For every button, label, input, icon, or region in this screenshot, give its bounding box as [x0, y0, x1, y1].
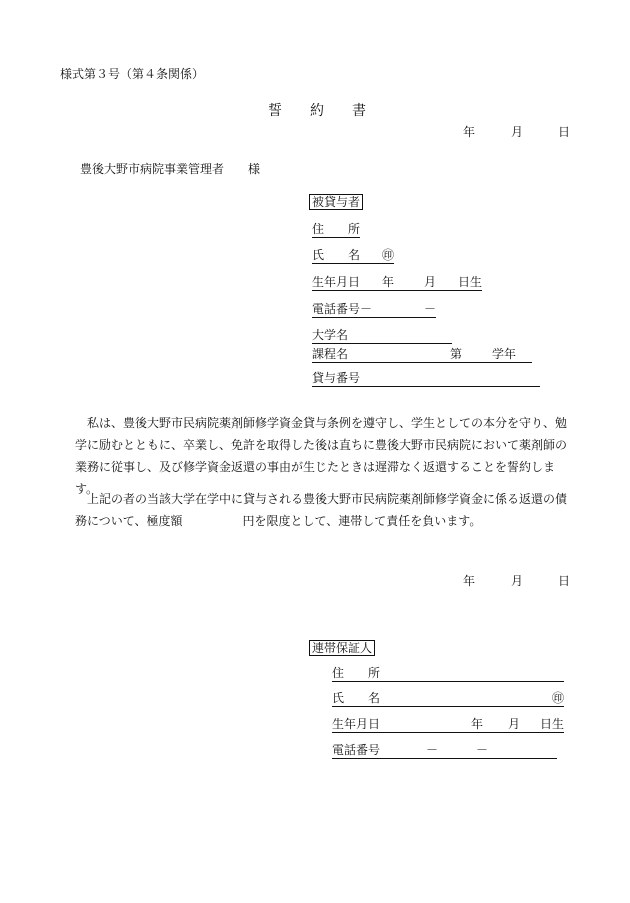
guarantor-birth-label: 生年月日: [332, 717, 381, 731]
guarantor-birth-year: 年: [471, 717, 484, 731]
form-id: 様式第３号（第４条関係）: [60, 67, 205, 81]
borrower-course-line: [312, 348, 532, 363]
guarantor-paragraph: [75, 488, 575, 532]
guarantor-paragraph-part1: 上記の者の当該大学在学中に貸与される豊後大野市民病院薬剤師修学資金に係る返還の債務について、極度額: [75, 492, 568, 528]
borrower-address-label: 住 所: [312, 222, 361, 236]
borrower-loan-number: [312, 372, 540, 387]
borrower-phone: [312, 303, 436, 318]
addressee: 豊後大野市病院事業管理者 様: [80, 162, 261, 176]
page-title: 誓 約 書: [268, 103, 366, 119]
borrower-seal: ㊞: [382, 248, 395, 262]
guarantor-phone-line: [332, 744, 557, 759]
borrower-phone-label: 電話番号: [312, 302, 361, 316]
borrower-heading: 被貸与者: [309, 194, 363, 210]
pledge-paragraph: 私は、豊後大野市民病院薬剤師修学資金貸与条例を遵守し、学生としての本分を守り、勉学に励むとともに、卒業し、免許を取得した後は直ちに豊後大野市民病院において薬剤師の業務に従事し、及び修学資金返還の事由が生じたときは遅滞なく返還することを誓約します。: [75, 416, 568, 496]
borrower-name-line: [312, 249, 394, 264]
guarantor-birth-day: 日生: [540, 717, 565, 731]
borrower-name: [312, 249, 394, 264]
guarantor-address-label: 住 所: [332, 667, 564, 682]
borrower-birth-label: 生年月日: [312, 275, 361, 289]
guarantor-seal: ㊞: [551, 691, 564, 705]
borrower-phone-sep2: －: [424, 302, 437, 316]
borrower-birth-line: [312, 276, 482, 291]
guarantor-phone: [332, 744, 557, 759]
guarantor-birth-month: 月: [508, 717, 521, 731]
guarantor-phone-sep2: －: [476, 743, 489, 757]
guarantor-name-line: [332, 692, 564, 707]
borrower-loan-number-label: 貸与番号: [312, 372, 540, 387]
guarantor-birthdate: [332, 718, 564, 733]
borrower-address: [312, 223, 360, 238]
guarantor-name-label: 氏 名: [332, 691, 381, 705]
date-month-top: 月: [511, 125, 524, 139]
borrower-birth-month: 月: [424, 275, 437, 289]
borrower-name-label: 氏 名: [312, 248, 361, 262]
date-year-top: 年: [463, 125, 476, 139]
date-month-bottom: 月: [511, 574, 524, 588]
guarantor-paragraph-part2: 円を限度として、連帯して責任を負います。: [242, 514, 482, 528]
guarantor-heading: 連帯保証人: [309, 640, 375, 656]
date-year-bottom: 年: [463, 574, 476, 588]
borrower-phone-sep1: －: [360, 302, 373, 316]
guarantor-birth-line: [332, 718, 564, 733]
guarantor-phone-label: 電話番号: [332, 743, 381, 757]
borrower-course-label: 課程名: [312, 347, 349, 361]
borrower-university: [312, 329, 452, 344]
guarantor-phone-sep1: －: [426, 743, 439, 757]
borrower-phone-line: [312, 303, 436, 318]
borrower-birth-day: 日生: [458, 275, 483, 289]
borrower-course-ordinal: 第: [450, 347, 463, 361]
guarantor-name: [332, 692, 564, 707]
guarantor-address: [332, 667, 564, 682]
borrower-birth-year: 年: [382, 275, 395, 289]
borrower-course: [312, 348, 532, 363]
date-day-bottom: 日: [558, 574, 571, 588]
date-day-top: 日: [558, 125, 571, 139]
borrower-university-label: 大学名: [312, 329, 452, 344]
borrower-birthdate: [312, 276, 482, 291]
borrower-course-year: 学年: [492, 347, 517, 361]
